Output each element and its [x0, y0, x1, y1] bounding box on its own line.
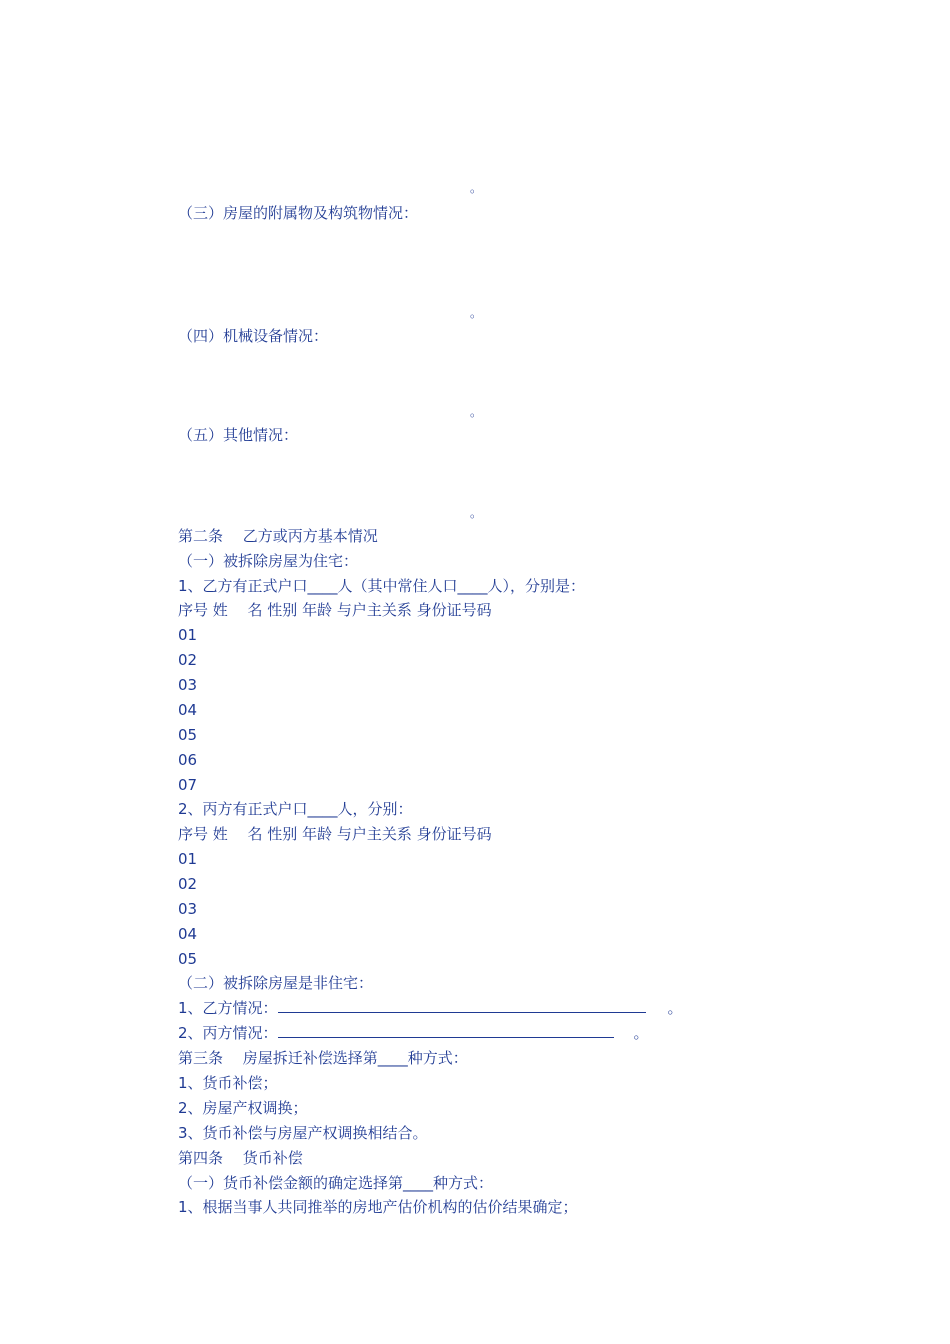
article-heading: 第三条 房屋拆迁补偿选择第____种方式：	[178, 1049, 468, 1067]
party-c-line	[178, 1023, 649, 1043]
text-line: 2、房屋产权调换；	[178, 1099, 308, 1117]
period-mark: 。	[470, 306, 483, 320]
section-heading: （四）机械设备情况：	[178, 327, 329, 345]
table-row: 04	[178, 701, 198, 719]
field-label: 1、乙方情况：	[178, 999, 278, 1017]
table-row: 04	[178, 925, 198, 943]
blank-underline	[278, 1023, 614, 1038]
table-row: 02	[178, 875, 198, 893]
subsection-heading: （二）被拆除房屋是非住宅：	[178, 974, 374, 992]
table-row: 05	[178, 950, 198, 968]
table-row: 01	[178, 626, 198, 644]
blank-underline	[278, 998, 646, 1013]
subsection-heading: （一）货币补偿金额的确定选择第____种方式：	[178, 1174, 494, 1192]
period-mark: 。	[470, 181, 483, 195]
section-heading: （五）其他情况：	[178, 426, 299, 444]
field-label: 2、丙方情况：	[178, 1024, 278, 1042]
article-heading: 第二条 乙方或丙方基本情况	[178, 527, 378, 545]
table-row: 03	[178, 676, 198, 694]
table-header: 序号 姓 名 性别 年龄 与户主关系 身份证号码	[178, 601, 492, 619]
table-row: 05	[178, 726, 198, 744]
section-heading: （三）房屋的附属物及构筑物情况：	[178, 204, 419, 222]
table-row: 01	[178, 850, 198, 868]
period-mark: 。	[667, 999, 683, 1017]
text-line: 1、根据当事人共同推举的房地产估价机构的估价结果确定；	[178, 1198, 578, 1216]
period-mark: 。	[470, 405, 483, 419]
table-row: 06	[178, 751, 198, 769]
table-row: 03	[178, 900, 198, 918]
period-mark: 。	[470, 506, 483, 520]
text-line: 1、乙方有正式户口____人（其中常住人口____人），分别是：	[178, 577, 586, 595]
text-line: 2、丙方有正式户口____人，分别：	[178, 800, 413, 818]
article-heading: 第四条 货币补偿	[178, 1149, 303, 1167]
table-row: 07	[178, 776, 198, 794]
text-line: 3、货币补偿与房屋产权调换相结合。	[178, 1124, 428, 1142]
party-b-line	[178, 998, 683, 1018]
table-row: 02	[178, 651, 198, 669]
table-header: 序号 姓 名 性别 年龄 与户主关系 身份证号码	[178, 825, 492, 843]
text-line: 1、货币补偿；	[178, 1074, 278, 1092]
period-mark: 。	[633, 1024, 649, 1042]
subsection-heading: （一）被拆除房屋为住宅：	[178, 552, 359, 570]
